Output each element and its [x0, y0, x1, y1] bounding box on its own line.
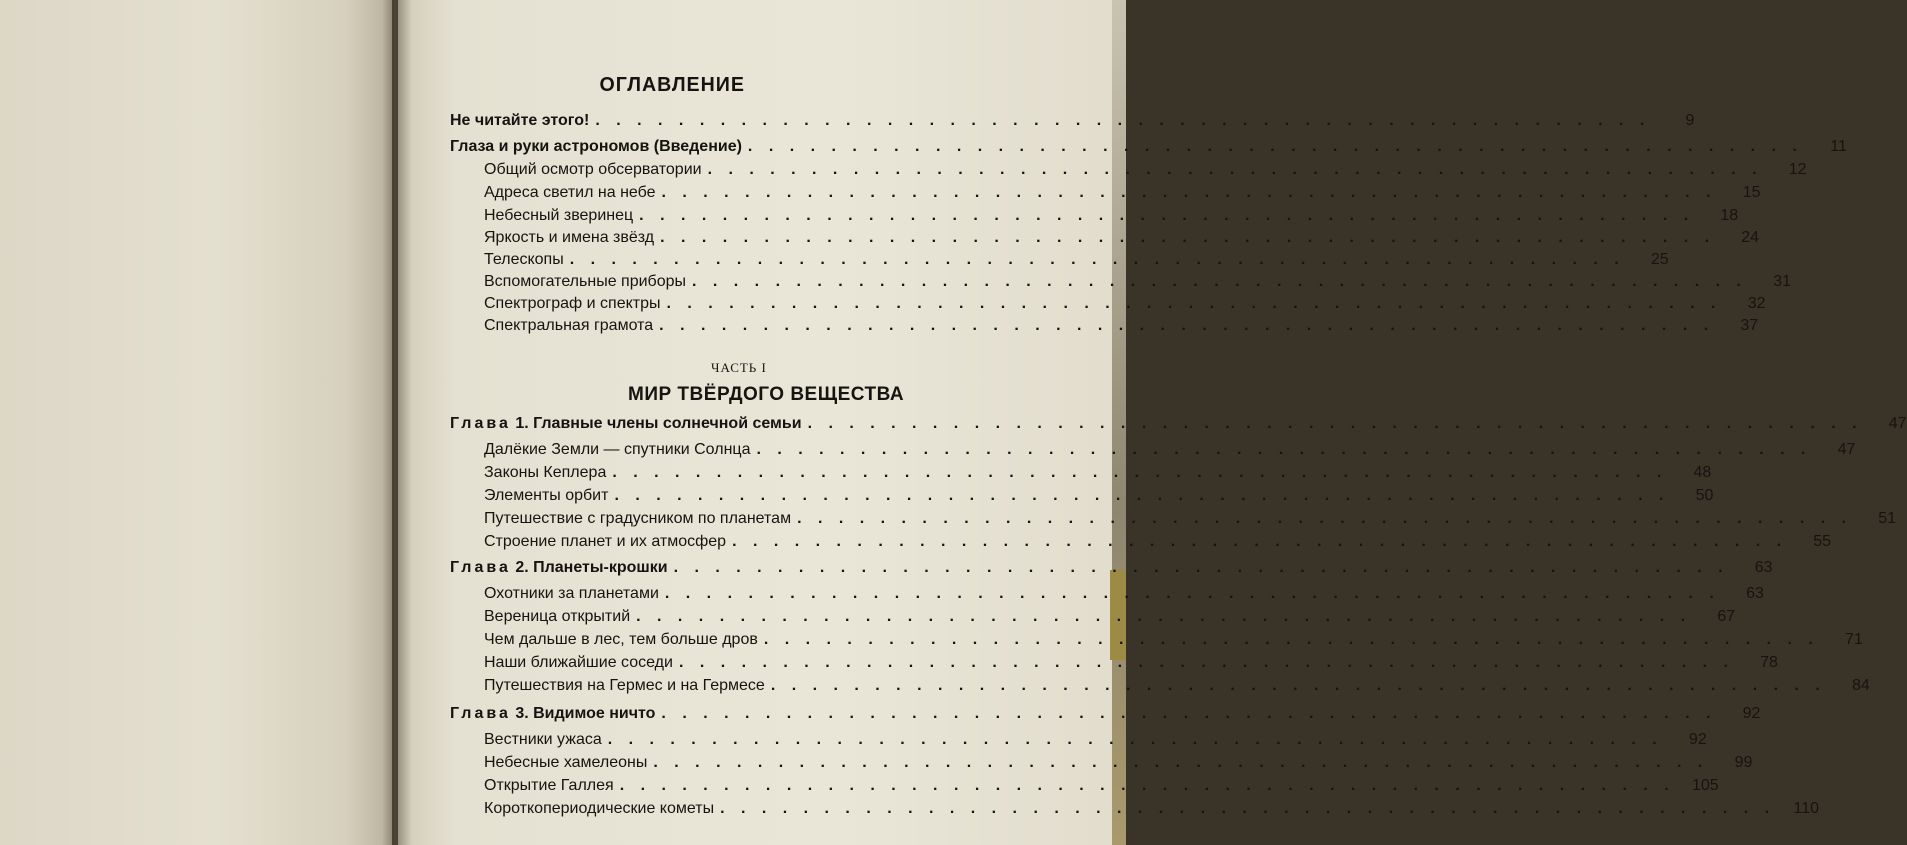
- page-number: 15: [1742, 184, 1761, 201]
- page-number: 99: [1734, 754, 1753, 771]
- toc-subentry: [484, 464, 1712, 488]
- toc-title: ОГЛАВЛЕНИЕ: [599, 74, 745, 96]
- entry-label: Элементы орбит: [484, 487, 609, 504]
- leader-dots: . . . . . . . . . . . . . . . . . . . . . . . . . . . . . . . . . . . . . . . . . . . . . . . . . . .: [607, 731, 1663, 748]
- leader-dots: . . . . . . . . . . . . . . . . . . . . . . . . . . . . . . . . . . . . . . . . . . . . . . . . . . .: [673, 559, 1729, 576]
- entry-label: Открытие Галлея: [484, 777, 614, 794]
- leader-dots: . . . . . . . . . . . . . . . . . . . . . . . . . . . . . . . . . . . . . . . . . . . . . . . . . . .: [747, 138, 1803, 155]
- page-number: 9: [1685, 112, 1695, 129]
- entry-label: Небесные хамелеоны: [484, 754, 648, 771]
- leader-dots: . . . . . . . . . . . . . . . . . . . . . . . . . . . . . . . . . . . . . . . . . . . . . . . . . . .: [569, 251, 1625, 268]
- chapter-label: [450, 705, 655, 723]
- entry-label: Общий осмотр обсерватории: [484, 161, 702, 178]
- leader-dots: . . . . . . . . . . . . . . . . . . . . . . . . . . . . . . . . . . . . . . . . . . . . . . . . . . .: [678, 654, 1734, 671]
- toc-subentry: [484, 631, 1863, 655]
- toc-subentry: [484, 161, 1807, 185]
- entry-label: Не читайте этого!: [450, 112, 590, 129]
- toc-subentry: [484, 800, 1820, 824]
- toc-chapter: [450, 415, 1907, 439]
- toc-subentry: [484, 487, 1714, 511]
- page-number: 55: [1813, 533, 1832, 550]
- leader-dots: . . . . . . . . . . . . . . . . . . . . . . . . . . . . . . . . . . . . . . . . . . . . . . . . . . .: [763, 631, 1819, 648]
- page-number: 51: [1878, 510, 1897, 527]
- page-number: 67: [1717, 608, 1736, 625]
- leader-dots: . . . . . . . . . . . . . . . . . . . . . . . . . . . . . . . . . . . . . . . . . . . . . . . . . . .: [595, 112, 1651, 129]
- toc-subentry: [484, 251, 1669, 275]
- entry-label: Вспомогательные приборы: [484, 273, 686, 290]
- entry-label: Небесный зверинец: [484, 207, 634, 224]
- page-number: 18: [1720, 207, 1739, 224]
- page-number: 25: [1650, 251, 1669, 268]
- page-number: 24: [1741, 229, 1760, 246]
- page-number: 11: [1830, 138, 1847, 155]
- page-number: 47: [1888, 415, 1907, 432]
- toc-subentry: [484, 273, 1791, 297]
- part-label: ЧАСТЬ I: [711, 360, 767, 375]
- entry-label: Короткопериодические кометы: [484, 800, 715, 817]
- toc-chapter: [450, 559, 1773, 583]
- entry-label: Адреса светил на небе: [484, 184, 656, 201]
- leader-dots: . . . . . . . . . . . . . . . . . . . . . . . . . . . . . . . . . . . . . . . . . . . . . . . . . . .: [807, 415, 1863, 432]
- chapter-title: 1. Главные члены солнечной семьи: [515, 415, 802, 432]
- entry-label: Чем дальше в лес, тем больше дров: [484, 631, 758, 648]
- page-number: 48: [1693, 464, 1712, 481]
- chapter-title: 2. Планеты-крошки: [515, 559, 668, 576]
- chapter-prefix: Глава: [450, 415, 511, 432]
- entry-label: Путешествия на Гермес и на Гермесе: [484, 677, 765, 694]
- toc-subentry: [484, 585, 1764, 609]
- toc-subentry: [484, 207, 1739, 231]
- leader-dots: . . . . . . . . . . . . . . . . . . . . . . . . . . . . . . . . . . . . . . . . . . . . . . . . . . .: [732, 533, 1788, 550]
- toc-subentry: [484, 510, 1897, 534]
- leader-dots: . . . . . . . . . . . . . . . . . . . . . . . . . . . . . . . . . . . . . . . . . . . . . . . . . . .: [659, 317, 1715, 334]
- page-number: 47: [1837, 441, 1856, 458]
- leader-dots: . . . . . . . . . . . . . . . . . . . . . . . . . . . . . . . . . . . . . . . . . . . . . . . . . . .: [636, 608, 1692, 625]
- toc-subentry: [484, 731, 1707, 755]
- leader-dots: . . . . . . . . . . . . . . . . . . . . . . . . . . . . . . . . . . . . . . . . . . . . . . . . . . .: [612, 464, 1668, 481]
- chapter-prefix: Глава: [450, 559, 511, 576]
- leader-dots: . . . . . . . . . . . . . . . . . . . . . . . . . . . . . . . . . . . . . . . . . . . . . . . . . . .: [660, 229, 1716, 246]
- leader-dots: . . . . . . . . . . . . . . . . . . . . . . . . . . . . . . . . . . . . . . . . . . . . . . . . . . .: [692, 273, 1747, 290]
- leader-dots: . . . . . . . . . . . . . . . . . . . . . . . . . . . . . . . . . . . . . . . . . . . . . . . . . . .: [619, 777, 1675, 794]
- entry-label: Телескопы: [484, 251, 564, 268]
- leader-dots: . . . . . . . . . . . . . . . . . . . . . . . . . . . . . . . . . . . . . . . . . . . . . . . . . . .: [661, 705, 1717, 722]
- entry-label: Путешествие с градусником по планетам: [484, 510, 792, 527]
- entry-label: Яркость и имена звёзд: [484, 229, 655, 246]
- page-number: 50: [1695, 487, 1714, 504]
- chapter-title: 3. Видимое ничто: [515, 705, 656, 722]
- entry-label: Далёкие Земли — спутники Солнца: [484, 441, 751, 458]
- chapter-label: [450, 559, 668, 577]
- page-number: 63: [1746, 585, 1764, 602]
- entry-label: Строение планет и их атмосфер: [484, 533, 727, 550]
- page-number: 105: [1691, 777, 1719, 794]
- toc-subentry: [484, 608, 1736, 632]
- toc-entry: [450, 112, 1695, 136]
- leader-dots: . . . . . . . . . . . . . . . . . . . . . . . . . . . . . . . . . . . . . . . . . . . . . . . . . . .: [720, 800, 1776, 817]
- toc-subentry: [484, 654, 1778, 678]
- toc-subentry: [484, 677, 1870, 701]
- page-number: 110: [1793, 800, 1820, 817]
- page-number: 78: [1760, 654, 1778, 671]
- toc-subentry: [484, 441, 1856, 465]
- page-number: 84: [1852, 677, 1870, 694]
- entry-label: Вереница открытий: [484, 608, 631, 625]
- leader-dots: . . . . . . . . . . . . . . . . . . . . . . . . . . . . . . . . . . . . . . . . . . . . . . . . . . .: [664, 585, 1720, 602]
- leader-dots: . . . . . . . . . . . . . . . . . . . . . . . . . . . . . . . . . . . . . . . . . . . . . . . . . . .: [661, 184, 1717, 201]
- toc-subentry: [484, 184, 1761, 208]
- part-title: МИР ТВЁРДОГО ВЕЩЕСТВА: [628, 384, 905, 405]
- page-number: 92: [1742, 705, 1761, 722]
- entry-label: Охотники за планетами: [484, 585, 659, 602]
- entry-label: Наши ближайшие соседи: [484, 654, 673, 671]
- page-number: 37: [1740, 317, 1759, 334]
- toc-entry: [450, 138, 1847, 162]
- leader-dots: . . . . . . . . . . . . . . . . . . . . . . . . . . . . . . . . . . . . . . . . . . . . . . . . . . .: [707, 161, 1763, 178]
- entry-label: Вестники ужаса: [484, 731, 602, 748]
- entry-label: Законы Кеплера: [484, 464, 607, 481]
- toc-subentry: [484, 229, 1760, 253]
- leader-dots: . . . . . . . . . . . . . . . . . . . . . . . . . . . . . . . . . . . . . . . . . . . . . . . . . . .: [614, 487, 1670, 504]
- leader-dots: . . . . . . . . . . . . . . . . . . . . . . . . . . . . . . . . . . . . . . . . . . . . . . . . . . .: [666, 295, 1722, 312]
- toc-subentry: [484, 754, 1753, 778]
- leader-dots: . . . . . . . . . . . . . . . . . . . . . . . . . . . . . . . . . . . . . . . . . . . . . . . . . . .: [639, 207, 1695, 224]
- page-number: 32: [1747, 295, 1766, 312]
- entry-label: Спектрограф и спектры: [484, 295, 661, 312]
- entry-label: Глаза и руки астрономов (Введение): [450, 138, 742, 155]
- toc-chapter: [450, 705, 1761, 729]
- toc-subentry: [484, 295, 1766, 319]
- leader-dots: . . . . . . . . . . . . . . . . . . . . . . . . . . . . . . . . . . . . . . . . . . . . . . . . . . .: [770, 677, 1826, 694]
- toc-subentry: [484, 317, 1759, 341]
- toc-subentry: [484, 533, 1832, 557]
- chapter-prefix: Глава: [450, 705, 511, 722]
- page-number: 63: [1754, 559, 1773, 576]
- leader-dots: . . . . . . . . . . . . . . . . . . . . . . . . . . . . . . . . . . . . . . . . . . . . . . . . . . .: [797, 510, 1853, 527]
- leader-dots: . . . . . . . . . . . . . . . . . . . . . . . . . . . . . . . . . . . . . . . . . . . . . . . . . . .: [756, 441, 1812, 458]
- page-number: 92: [1688, 731, 1707, 748]
- chapter-label: [450, 415, 802, 433]
- entry-label: Спектральная грамота: [484, 317, 654, 334]
- leader-dots: . . . . . . . . . . . . . . . . . . . . . . . . . . . . . . . . . . . . . . . . . . . . . . . . . . .: [653, 754, 1709, 771]
- page-number: 12: [1788, 161, 1807, 178]
- page-number: 31: [1773, 273, 1791, 290]
- toc-subentry: [484, 777, 1719, 801]
- page-number: 71: [1845, 631, 1863, 648]
